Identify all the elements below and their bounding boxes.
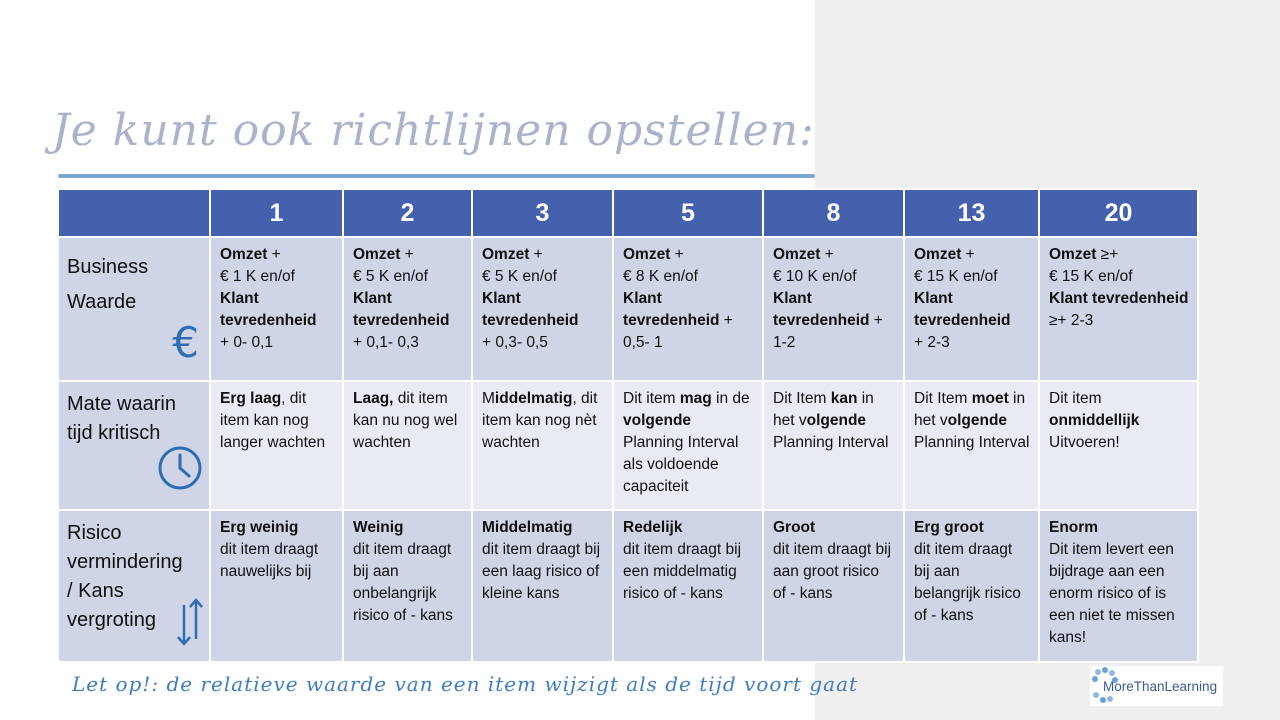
row-label <box>58 237 210 381</box>
cell-text: in het v <box>773 390 874 429</box>
cell-bold-text: Omzet <box>773 246 821 263</box>
cell-text: + <box>670 246 684 263</box>
header-cell: 8 <box>763 189 904 237</box>
table-cell <box>1039 237 1198 381</box>
cell-text: dit item draagt bij aan groot risico of - kans <box>773 541 892 602</box>
cell-text: € 15 K en/of <box>914 268 998 285</box>
cell-bold-text: Klant tevredenheid <box>353 290 450 329</box>
cell-text: dit item draagt bij aan onbelangrijk risico of - kans <box>353 541 453 624</box>
header-cell: 1 <box>210 189 343 237</box>
cell-bold-text: Omzet <box>1049 246 1097 263</box>
header-cell <box>58 189 210 237</box>
cell-text: Dit item <box>623 390 680 407</box>
cell-bold-text: kan <box>830 390 858 407</box>
cell-text: € 10 K en/of <box>773 268 857 285</box>
cell-text: € 5 K en/of <box>482 268 557 285</box>
cell-text: Dit Item <box>773 390 831 407</box>
logo-text: MoreThanLearning <box>1103 679 1218 694</box>
cell-text: dit item draagt bij een middelmatig risico of - kans <box>623 541 742 602</box>
cell-bold-text: moet <box>971 390 1009 407</box>
table-cell <box>613 510 763 662</box>
cell-bold-text: Klant tevredenheid <box>623 290 720 329</box>
euro-icon: € <box>172 318 199 367</box>
row-label-line: vergroting <box>67 609 156 631</box>
table-row-time-criticality <box>58 381 1198 510</box>
table-cell <box>472 237 613 381</box>
cell-text: in het v <box>914 390 1026 429</box>
cell-bold-text: Omzet <box>482 246 530 263</box>
cell-text: dit item draagt bij aan belangrijk risico of - kans <box>914 541 1021 624</box>
cell-text: , dit item kan nog langer wachten <box>220 390 326 451</box>
cell-text: ≥+ 2-3 <box>1049 312 1094 329</box>
row-label-line: Risico <box>67 522 122 544</box>
title-underline <box>58 174 815 178</box>
table-cell <box>472 510 613 662</box>
table-cell <box>904 381 1039 510</box>
up-down-arrows-icon <box>175 597 205 653</box>
cell-bold-text: Omzet <box>220 246 268 263</box>
cell-bold-text: Groot <box>773 519 816 536</box>
cell-bold-text: Redelijk <box>623 519 683 536</box>
cell-bold-text: Erg laag <box>220 390 282 407</box>
cell-text: + 2-3 <box>914 334 950 351</box>
row-label-line: Business <box>67 256 149 278</box>
header-cell: 13 <box>904 189 1039 237</box>
header-cell: 3 <box>472 189 613 237</box>
cell-bold-text: volgende <box>623 412 692 429</box>
cell-text: € 15 K en/of <box>1049 268 1133 285</box>
cell-text: + <box>961 246 975 263</box>
table-cell <box>763 510 904 662</box>
cell-bold-text: Erg weinig <box>220 519 299 536</box>
cell-bold-text: Klant tevredenheid <box>1049 290 1189 307</box>
clock-icon <box>157 445 203 497</box>
cell-text: Planning Interval <box>914 434 1030 451</box>
cell-text: + <box>400 246 414 263</box>
cell-bold-text: Middelmatig <box>482 519 573 536</box>
cell-bold-text: Laag, <box>353 390 394 407</box>
cell-text: Dit item <box>1049 390 1102 407</box>
row-label-line: / Kans <box>67 580 124 602</box>
footer-note: Let op!: de relatieve waarde van een item wijzigt als de tijd voort gaat <box>72 672 859 696</box>
table-row-risk-reduction <box>58 510 1198 662</box>
cell-bold-text: Enorm <box>1049 519 1099 536</box>
cell-text: dit item draagt nauwelijks bij <box>220 541 319 580</box>
row-label-line: vermindering <box>67 551 183 573</box>
cell-text: € 5 K en/of <box>353 268 428 285</box>
cell-bold-text: Omzet <box>914 246 962 263</box>
table-cell <box>472 381 613 510</box>
cell-text: + 0- 0,1 <box>220 334 273 351</box>
cell-bold-text: Klant tevredenheid <box>914 290 1011 329</box>
cell-text: Planning Interval <box>773 434 889 451</box>
cell-text: € 8 K en/of <box>623 268 698 285</box>
cell-text: in de <box>711 390 750 407</box>
table-cell <box>210 381 343 510</box>
cell-bold-text: Omzet <box>623 246 671 263</box>
table-cell <box>343 237 472 381</box>
cell-text: , dit item kan nog nèt wachten <box>482 390 598 451</box>
header-cell: 2 <box>343 189 472 237</box>
slide-title: Je kunt ook richtlijnen opstellen: <box>52 105 815 156</box>
row-label-line: Waarde <box>67 291 137 313</box>
cell-text: + 0,5- 1 <box>623 312 733 351</box>
cell-bold-text: olgende <box>806 412 867 429</box>
table-cell <box>904 510 1039 662</box>
cell-text: Dit Item <box>914 390 972 407</box>
row-label-line: Mate waarin <box>67 393 176 415</box>
cell-text: Uitvoeren! <box>1049 434 1120 451</box>
table-cell <box>210 510 343 662</box>
table-cell <box>1039 381 1198 510</box>
cell-text: dit item kan nu nog wel wachten <box>353 390 458 451</box>
cell-text: + <box>529 246 543 263</box>
header-cell: 5 <box>613 189 763 237</box>
cell-text: € 1 K en/of <box>220 268 295 285</box>
header-cell: 20 <box>1039 189 1198 237</box>
cell-bold-text: Klant tevredenheid <box>773 290 870 329</box>
cell-text: + <box>267 246 281 263</box>
cell-bold-text: Omzet <box>353 246 401 263</box>
cell-text: + 0,1- 0,3 <box>353 334 419 351</box>
table-cell <box>613 381 763 510</box>
cell-text: + 1-2 <box>773 312 883 351</box>
cell-text: ≥+ <box>1096 246 1119 263</box>
table-header-row <box>58 189 1198 237</box>
table-cell <box>1039 510 1198 662</box>
table-cell <box>763 381 904 510</box>
row-label <box>58 510 210 662</box>
company-logo <box>1090 666 1223 706</box>
cell-bold-text: onmiddellijk <box>1049 412 1140 429</box>
cell-text: + 0,3- 0,5 <box>482 334 548 351</box>
row-label <box>58 381 210 510</box>
table-cell <box>904 237 1039 381</box>
cell-bold-text: Erg groot <box>914 519 984 536</box>
table-row-business-value <box>58 237 1198 381</box>
cell-text: dit item draagt bij een laag risico of kleine kans <box>482 541 601 602</box>
cell-bold-text: mag <box>679 390 712 407</box>
cell-text: + <box>820 246 834 263</box>
table-cell <box>343 510 472 662</box>
cell-text: M <box>482 390 495 407</box>
cell-text: Planning Interval als voldoende capaciteit <box>623 434 739 495</box>
cell-bold-text: Weinig <box>353 519 404 536</box>
row-label-line: tijd kritisch <box>67 422 161 444</box>
cell-bold-text: Klant tevredenheid <box>482 290 579 329</box>
table-cell <box>343 381 472 510</box>
guidelines-table <box>57 188 1199 663</box>
cell-bold-text: olgende <box>947 412 1008 429</box>
cell-bold-text: Klant tevredenheid <box>220 290 317 329</box>
table-cell <box>210 237 343 381</box>
cell-text: Dit item levert een bijdrage aan een enorm risico of is een niet te missen kans! <box>1049 541 1175 646</box>
cell-bold-text: iddelmatig <box>494 390 573 407</box>
table-cell <box>613 237 763 381</box>
table-cell <box>763 237 904 381</box>
